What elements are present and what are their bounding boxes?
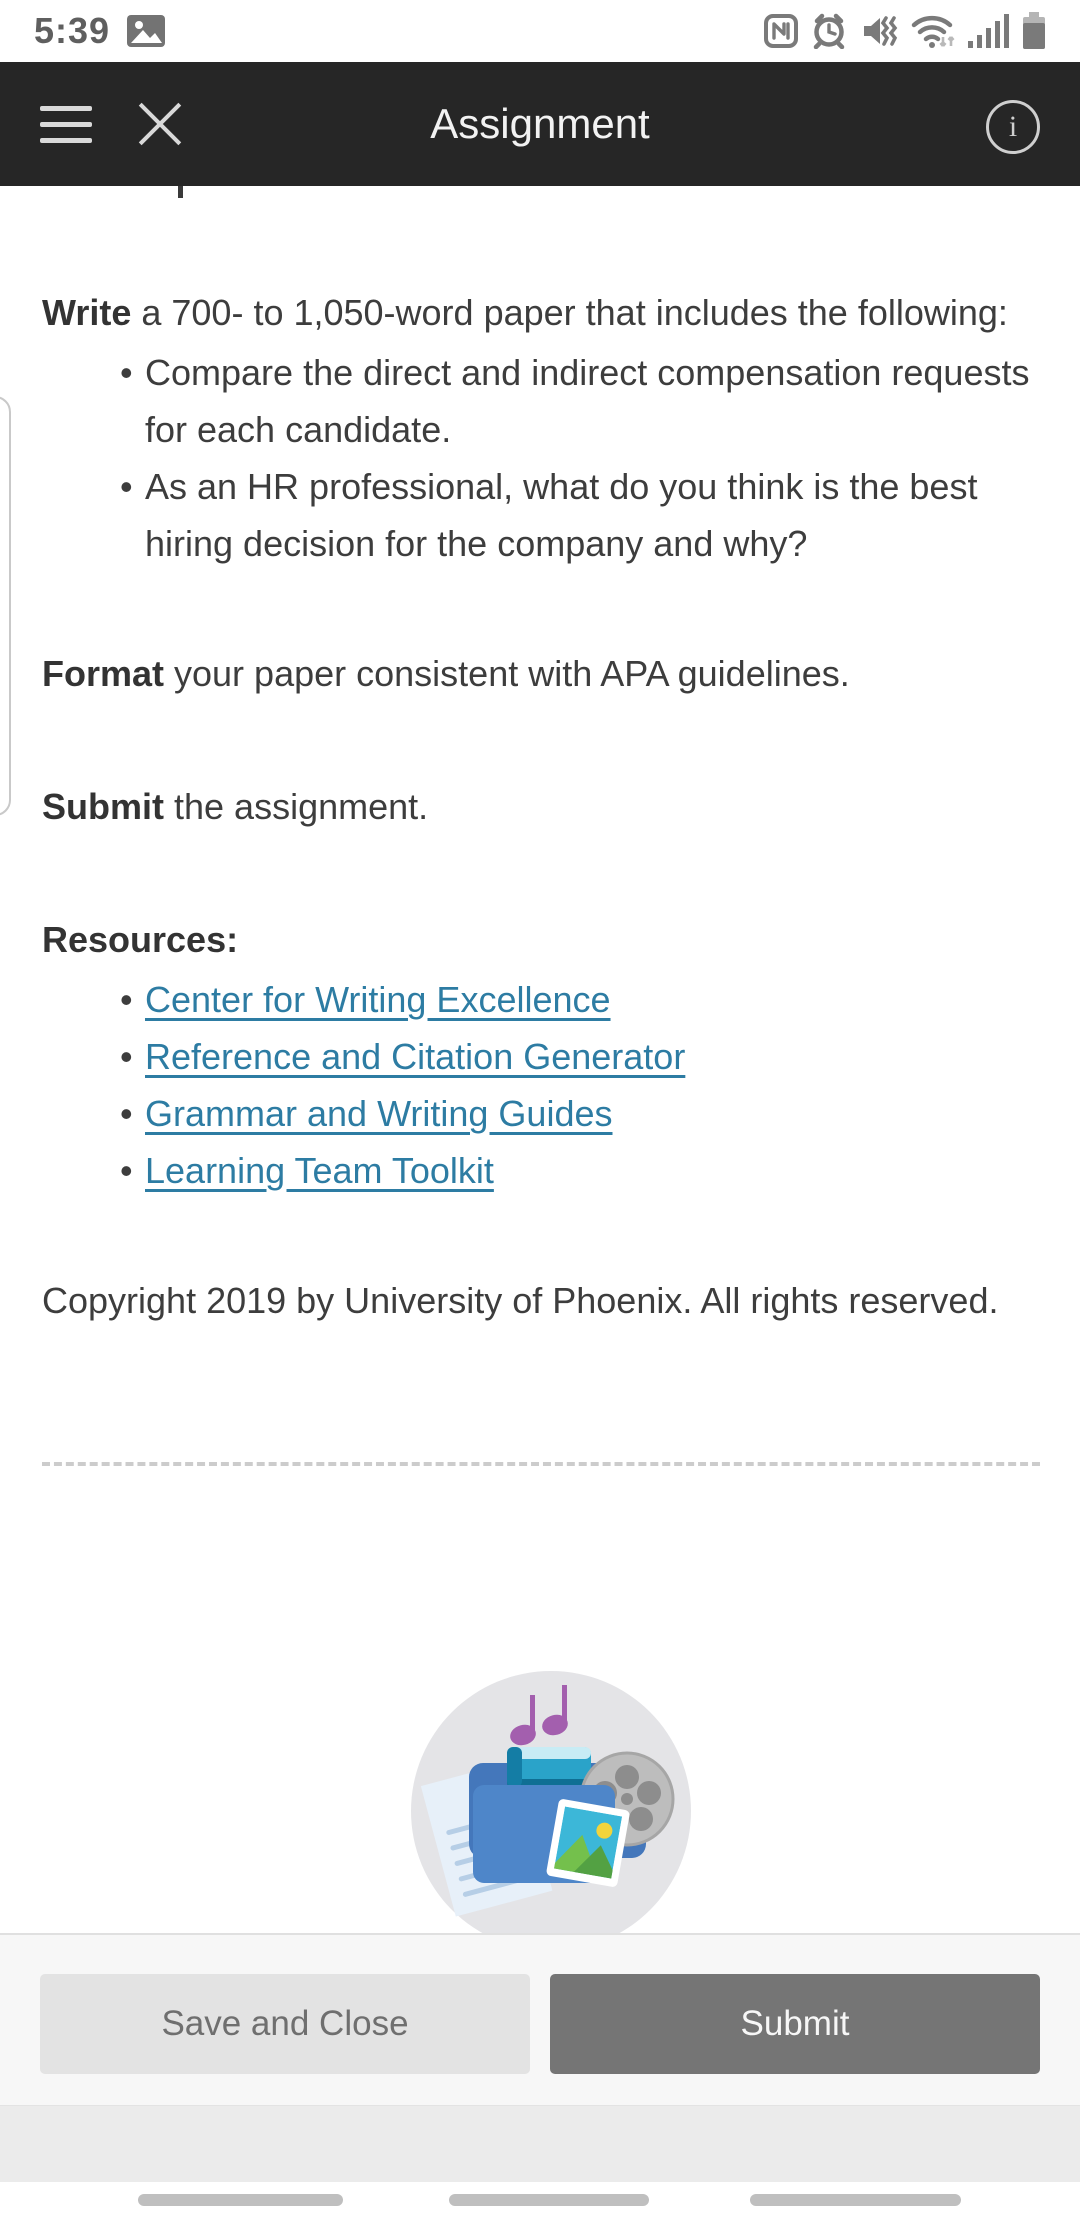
page-title: Assignment: [430, 100, 650, 147]
media-files-illustration: [411, 1671, 691, 1951]
format-keyword: Format: [42, 653, 165, 694]
save-and-close-button[interactable]: Save and Close: [40, 1974, 530, 2074]
requirements-list: [42, 344, 1040, 572]
vibrate-mute-icon: [860, 14, 898, 48]
list-item: [42, 1142, 1040, 1199]
bullet-glyph: •: [120, 1093, 133, 1134]
nav-recents-button[interactable]: [138, 2194, 343, 2206]
android-nav-bar: [0, 2182, 1080, 2220]
resources-heading: Resources:: [42, 919, 239, 960]
image-notification-icon: [126, 14, 166, 48]
info-icon[interactable]: [986, 100, 1040, 154]
link-center-for-writing-excellence[interactable]: Center for Writing Excellence: [145, 979, 611, 1020]
bullet-glyph: •: [120, 352, 133, 393]
submit-paragraph: Submit the assignment.: [42, 786, 429, 827]
footer-action-bar: [0, 1933, 1080, 2105]
dashed-divider: [42, 1462, 1040, 1466]
close-icon[interactable]: [134, 98, 186, 150]
intro-paragraph: Write a 700- to 1,050-word paper that includes the following:: [42, 292, 1008, 333]
link-grammar-and-writing-guides[interactable]: Grammar and Writing Guides: [145, 1093, 613, 1134]
nav-home-button[interactable]: [449, 2194, 649, 2206]
list-item: • As an HR professional, what do you think is the best hiring decision for the company and why?: [42, 458, 1040, 572]
status-right: [764, 12, 1046, 50]
status-left: [34, 10, 166, 52]
format-paragraph: Format your paper consistent with APA guidelines.: [42, 653, 850, 694]
intro-keyword: Write: [42, 292, 132, 333]
link-learning-team-toolkit[interactable]: Learning Team Toolkit: [145, 1150, 494, 1191]
list-item: [42, 1085, 1040, 1142]
menu-icon[interactable]: [40, 104, 92, 144]
photo-icon: [546, 1798, 630, 1887]
bottom-spacer-band: [0, 2105, 1080, 2182]
list-item: • Compare the direct and indirect compensation requests for each candidate.: [42, 344, 1040, 458]
bullet-glyph: •: [120, 979, 133, 1020]
book-icon: [507, 1747, 591, 1787]
assignment-instructions[interactable]: [0, 186, 1080, 1466]
battery-icon: [1022, 12, 1046, 50]
bullet-glyph: •: [120, 466, 133, 507]
nav-back-button[interactable]: [750, 2194, 961, 2206]
submit-button[interactable]: Submit: [550, 1974, 1040, 2074]
bullet-glyph: •: [120, 1150, 133, 1191]
info-glyph: i: [1008, 110, 1018, 143]
app-bar: [0, 62, 1080, 186]
list-item: [42, 971, 1040, 1028]
status-bar: [0, 0, 1080, 62]
signal-strength-icon: [968, 13, 1010, 49]
alarm-icon: [810, 13, 848, 49]
wifi-icon: [910, 13, 956, 49]
list-item: [42, 1028, 1040, 1085]
link-reference-and-citation-generator[interactable]: Reference and Citation Generator: [145, 1036, 686, 1077]
submit-keyword: Submit: [42, 786, 164, 827]
clock-text: 5:39: [34, 10, 111, 51]
copyright-text: Copyright 2019 by University of Phoenix. All rights reserved.: [42, 1280, 999, 1321]
nfc-icon: [764, 14, 798, 48]
bullet-glyph: •: [120, 1036, 133, 1077]
resources-list: [42, 971, 1040, 1199]
